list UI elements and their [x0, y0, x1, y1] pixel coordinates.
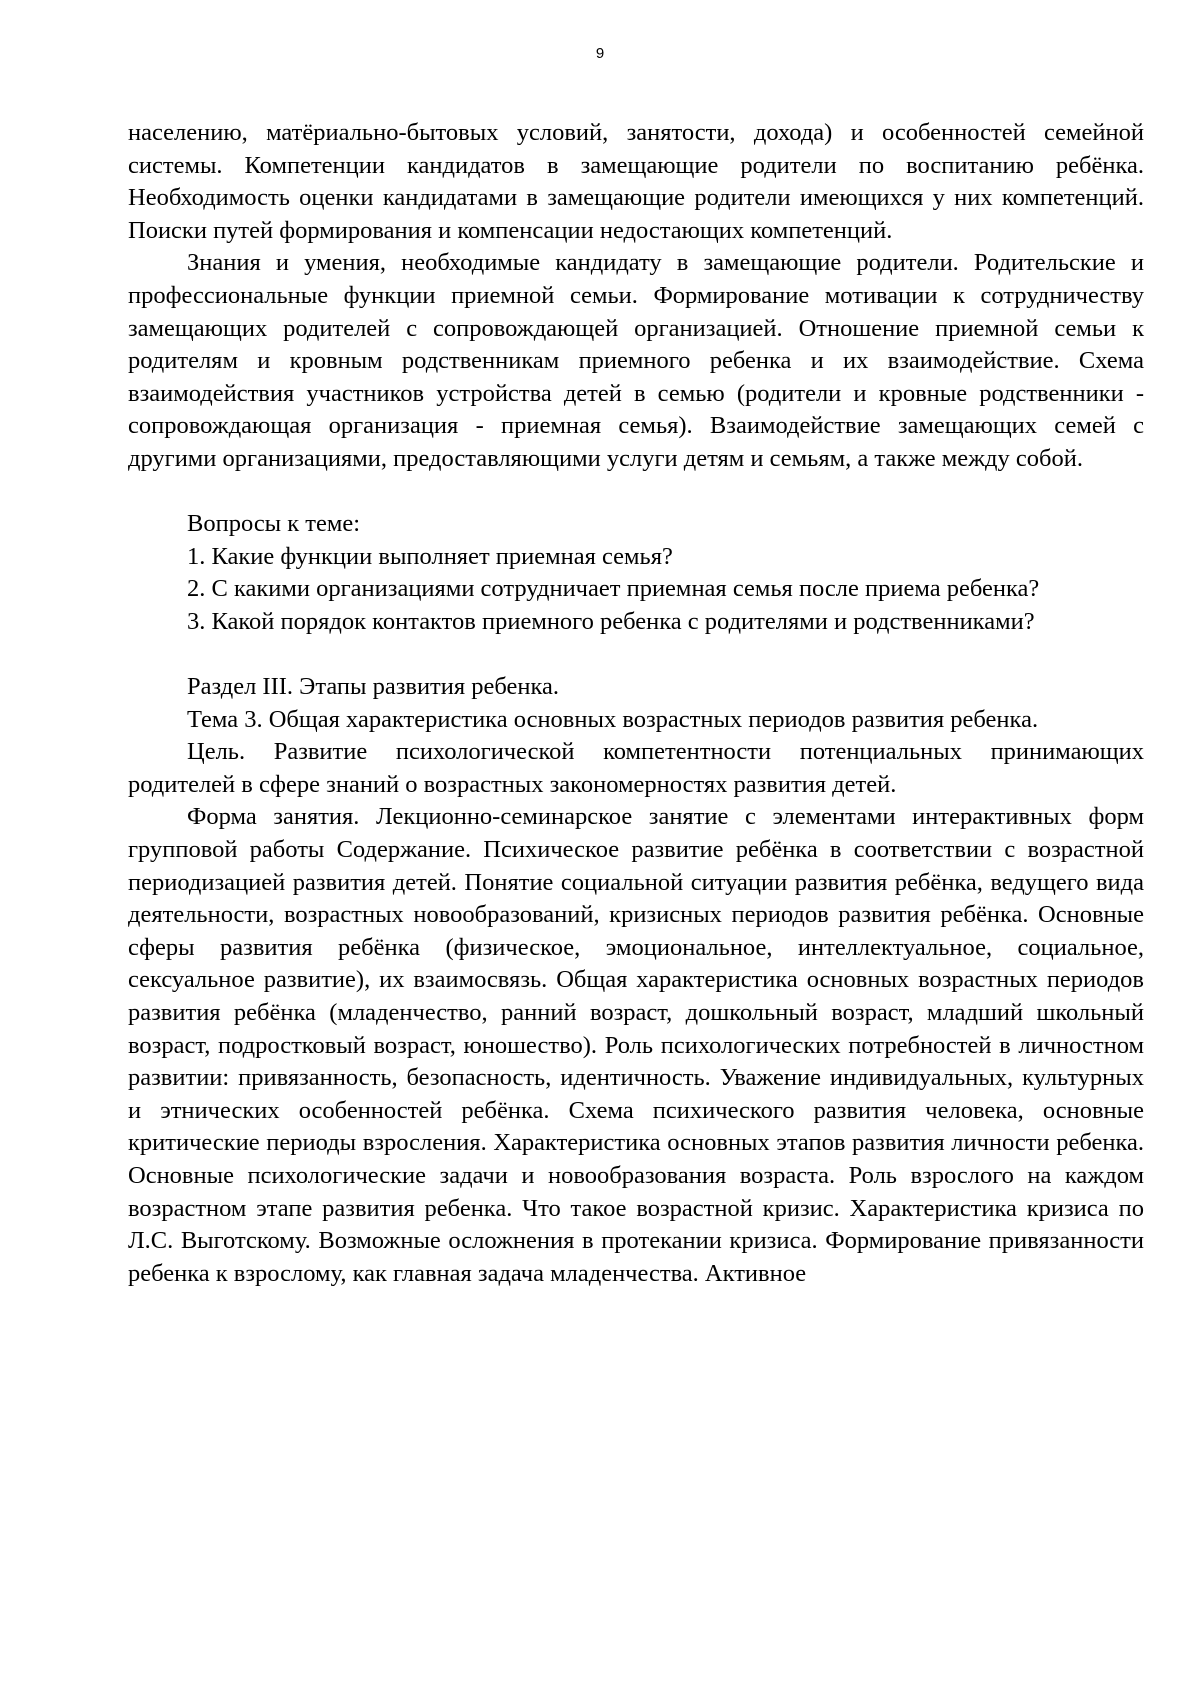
question-item: 1. Какие функции выполняет приемная семья? [187, 542, 673, 570]
blank-line [128, 639, 1144, 672]
page-body [128, 117, 1144, 1290]
questions-heading: Вопросы к теме: [187, 510, 361, 538]
question-item: 3. Какой порядок контактов приемного ребенка с родителями и родственниками? [187, 607, 1035, 635]
paragraph-knowledge-skills: Знания и умения, необходимые кандидату в замещающие родители. Родительские и профессиональные функции приемной семьи. Формирование мотивации к сотрудничеству замещающих родителей с сопровождающей организацией. Отношение приемной семьи к родителям и кровным родственникам приемного ребенка и их взаимодействие. Схема взаимодействия участников устройства детей в семью (родители и кровные родственники - сопровождающая организация - приемная семья). Взаимодействие замещающих семей с другими организациями, предоставляющими услуги детям и семьям, а также между собой. [128, 249, 1144, 472]
paragraph-continuation: населению, матёриально-бытовых условий, занятости, дохода) и особенностей семейной системы. Компетенции кандидатов в замещающие родители по воспитанию ребёнка. Необходимость оценки кандидатами в замещающие родители имеющихся у них компетенций. Поиски путей формирования и компенсации недостающих компетенций. [128, 119, 1144, 244]
goal-paragraph: Цель. Развитие психологической компетентности потенциальных принимающих родителей в сфере знаний о возрастных закономерностях развития детей. [128, 738, 1144, 798]
section-title: Раздел III. Этапы развития ребенка. [187, 673, 560, 701]
question-item: 2. С какими организациями сотрудничает приемная семья после приема ребенка? [187, 575, 1040, 603]
blank-line [128, 476, 1144, 509]
topic-title: Тема 3. Общая характеристика основных возрастных периодов развития ребенка. [187, 705, 1039, 733]
page-number: 9 [595, 45, 605, 62]
form-paragraph: Форма занятия. Лекционно-семинарское занятие с элементами интерактивных форм групповой работы Содержание. Психическое развитие ребёнка в соответствии с возрастной периодизацией развития детей. Понятие социальной ситуации развития ребёнка, ведущего вида деятельности, возрастных новообразований, кризисных периодов развития ребёнка. Основные сферы развития ребёнка (физическое, эмоциональное, интеллектуальное, социальное, сексуальное развитие), их взаимосвязь. Общая характеристика основных возрастных периодов развития ребёнка (младенчество, ранний возраст, дошкольный возраст, младший школьный возраст, подростковый возраст, юношество). Роль психологических потребностей в личностном развитии: привязанность, безопасность, идентичность. Уважение индивидуальных, культурных и этнических особенностей ребёнка. Схема психического развития человека, основные критические периоды взросления. Характеристика основных этапов развития личности ребенка. Основные психологические задачи и новообразования возраста. Роль взрослого на каждом возрастном этапе развития ребенка. Что такое возрастной кризис. Характеристика кризиса по Л.С. Выготскому. Возможные осложнения в протекании кризиса. Формирование привязанности ребенка к взрослому, как главная задача младенчества. Активное [128, 803, 1144, 1287]
